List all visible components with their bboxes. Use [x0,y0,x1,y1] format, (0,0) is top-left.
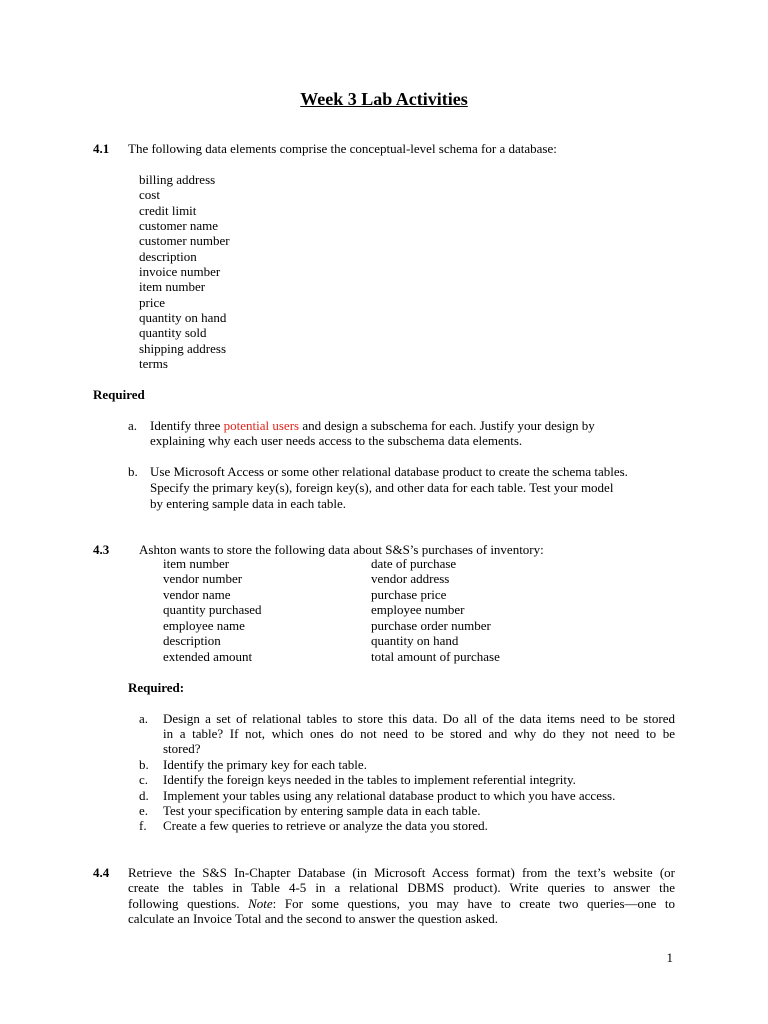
list-item: quantity purchased [163,602,262,618]
item-label-c: c. [139,772,149,787]
list-item: quantity on hand [371,633,459,649]
list-item: item number [163,556,230,571]
list-item: total amount of purchase [371,648,500,664]
list-item: vendor name [163,586,231,602]
item-label-b: b. [139,757,149,772]
list-item: customer number [139,233,230,249]
question-4-4-line4: calculate an Invoice Total and the second to answer the question asked. [128,911,498,926]
question-4-4-line2: create the tables in Table 4-5 in a relational DBMS product). Write queries to answer the [128,880,675,895]
item-4-3-a-line3: stored? [163,741,201,756]
item-label-e: e. [139,803,149,818]
item-label-b: b. [128,464,138,479]
list-item: purchase price [371,586,447,602]
item-4-1-b-line1: Use Microsoft Access or some other relational database product to create the schema tables. [150,464,628,479]
list-item: description [139,248,197,264]
potential-users-highlight: potential users [223,418,300,433]
item-4-3-a-line1: Design a set of relational tables to store this data. Do all of the data items need to be stored [163,711,675,726]
list-item: shipping address [139,340,227,356]
question-4-1-intro: The following data elements comprise the conceptual-level schema for a database: [128,141,557,156]
schema-elements-list [139,172,230,371]
item-4-3-c: Identify the foreign keys needed in the tables to implement referential integrity. [163,772,576,787]
item-text: Identify three [150,418,224,433]
list-item: invoice number [139,264,221,280]
required-heading-4-3: Required: [128,680,185,695]
note-emphasis: Note [248,896,273,911]
item-label-d: d. [139,788,149,803]
item-4-1-a-line1 [150,418,595,433]
list-item: quantity on hand [139,310,227,326]
list-item: employee name [163,617,245,633]
list-item: vendor address [371,571,450,587]
list-item: description [163,633,221,649]
list-item: customer name [139,218,219,234]
list-item: credit limit [139,202,197,218]
list-item: extended amount [163,648,253,664]
item-4-1-b-line2: Specify the primary key(s), foreign key(s), and other data for each table. Test your model [150,480,614,495]
question-4-4-line1: Retrieve the S&S In-Chapter Database (in Microsoft Access format) from the text’s website (or [128,865,675,880]
item-label-f: f. [139,818,147,833]
list-item: purchase order number [371,617,491,633]
list-item: item number [139,279,206,295]
list-item: terms [139,356,168,372]
item-text: : For some questions, you may have to create two queries—one to [272,896,675,911]
item-4-3-d: Implement your tables using any relational database product to which you have access. [163,788,616,803]
item-4-3-b: Identify the primary key for each table. [163,757,367,772]
list-item: employee number [371,602,465,618]
question-4-3-intro: Ashton wants to store the following data about S&S’s purchases of inventory: [139,542,544,557]
item-text: following questions. [128,896,249,911]
list-item: date of purchase [371,556,457,571]
list-item: quantity sold [139,325,207,341]
list-item: cost [139,187,160,203]
item-4-1-a-line2: explaining why each user needs access to the subschema data elements. [150,433,523,448]
required-heading-4-1: Required [93,387,145,402]
page-title: Week 3 Lab Activities [300,89,468,109]
page-number: 1 [666,950,673,965]
question-number-4-3: 4.3 [93,542,110,557]
item-4-3-f: Create a few queries to retrieve or analyze the data you stored. [163,818,488,833]
question-4-4-line3 [128,896,675,911]
item-4-3-a-line2: in a table? If not, which ones do not need to be stored and why do they not need to be [163,726,675,741]
data-items-column-2 [371,556,500,664]
question-number-4-1: 4.1 [93,141,110,156]
data-items-column-1 [163,556,262,664]
list-item: vendor number [163,571,243,587]
item-4-3-e: Test your specification by entering sample data in each table. [163,803,481,818]
item-4-1-b-line3: by entering sample data in each table. [150,496,347,511]
item-label-a: a. [139,711,149,726]
list-item: price [139,294,165,310]
question-number-4-4: 4.4 [93,865,110,880]
list-item: billing address [139,172,216,187]
item-text: and design a subschema for each. Justify your design by [299,418,595,433]
item-label-a: a. [128,418,138,433]
